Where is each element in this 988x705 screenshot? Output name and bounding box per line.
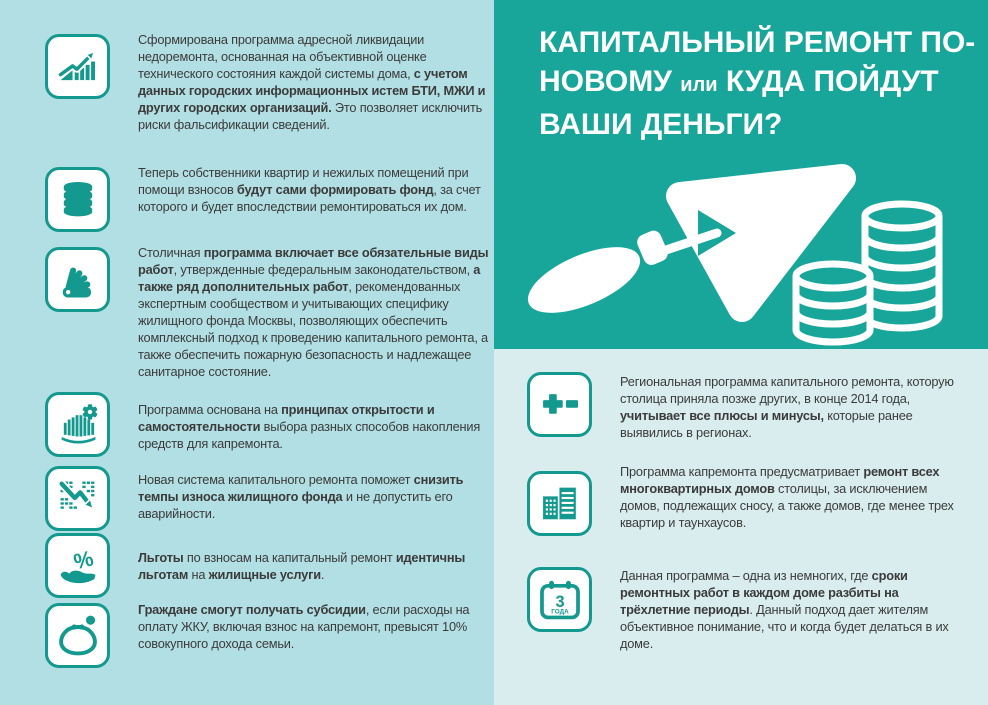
left-item-text: Граждане смогут получать субсидии, если расходы на оплату ЖКУ, включая взнос на капремонт, превысят 10% совокупного дохода семьи. — [138, 602, 470, 651]
left-item-text: Новая система капитального ремонта поможет снизить темпы износа жилищного фонда и не допустить его аварийности. — [138, 472, 464, 521]
hero-panel — [494, 0, 988, 349]
trowel-and-coins-illustration — [512, 158, 970, 348]
left-item-text: Сформирована программа адресной ликвидации недоремонта, основанная на объективной оценке технического состояния каждой системы дома, с учетом данных городских информационных истем БТИ, МЖИ и других городских организаций. Это позволяет исключить риски фальсификации сведений. — [138, 32, 486, 132]
decline-arrow-icon — [45, 466, 110, 531]
right-item-text: Программа капремонта предусматривает ремонт всех многоквартирных домов столицы, за исключением домов, подлежащих сносу, а также домов, где менее трех квартир и таунхаусов. — [620, 464, 954, 530]
book-gear-icon — [45, 392, 110, 457]
calendar-number: 3 — [554, 592, 565, 611]
plus-minus-icon — [527, 372, 592, 437]
svg-text:%: % — [70, 544, 96, 574]
right-item-text: Региональная программа капитального ремонта, которую столица приняла позже других, в конце 2014 года, учитывает все плюсы и минусы, которые ранее выявились в регионах. — [620, 374, 954, 440]
page-title: КАПИТАЛЬНЫЙ РЕМОНТ ПО-НОВОМУ или КУДА ПОЙДУТ ВАШИ ДЕНЬГИ? — [539, 26, 976, 141]
left-item-text: Столичная программа включает все обязательные виды работ, утвержденные федеральным законодательством, а также ряд дополнительных работ, рекомендованных экспертным сообществом и учитывающих специфику жилищного фонда Москвы, позволяющих обеспечить комплексный подход к проведению капитального ремонта, а также обеспечить пожарную безопасность и надлежащее санитарное состояние. — [138, 245, 489, 379]
left-item-text: Программа основана на принципах открытости и самостоятельности выбора разных способов накопления средств для капремонта. — [138, 402, 481, 451]
buildings-icon — [527, 471, 592, 536]
coin-stack-icon — [45, 167, 110, 232]
left-item-text: Льготы по взносам на капитальный ремонт идентичны льготам на жилищные услуги. — [138, 550, 466, 582]
swatch-fan-icon — [45, 247, 110, 312]
left-item-text: Теперь собственники квартир и нежилых помещений при помощи взносов будут сами формировать фонд, за счет которого и будет впоследствии ремонтироваться их дом. — [138, 165, 481, 214]
percent-hand-icon — [45, 533, 110, 598]
purse-icon — [45, 603, 110, 668]
calendar-label: ГОДА — [550, 608, 569, 616]
right-item-text: Данная программа – одна из немногих, где сроки ремонтных работ в каждом доме разбиты на трёхлетние периоды. Данный подход дает жителям объективное понимание, что и когда будет делаться в их доме. — [620, 568, 949, 651]
calendar-icon — [527, 567, 592, 632]
right-panel — [494, 349, 988, 705]
growth-chart-icon — [45, 34, 110, 99]
